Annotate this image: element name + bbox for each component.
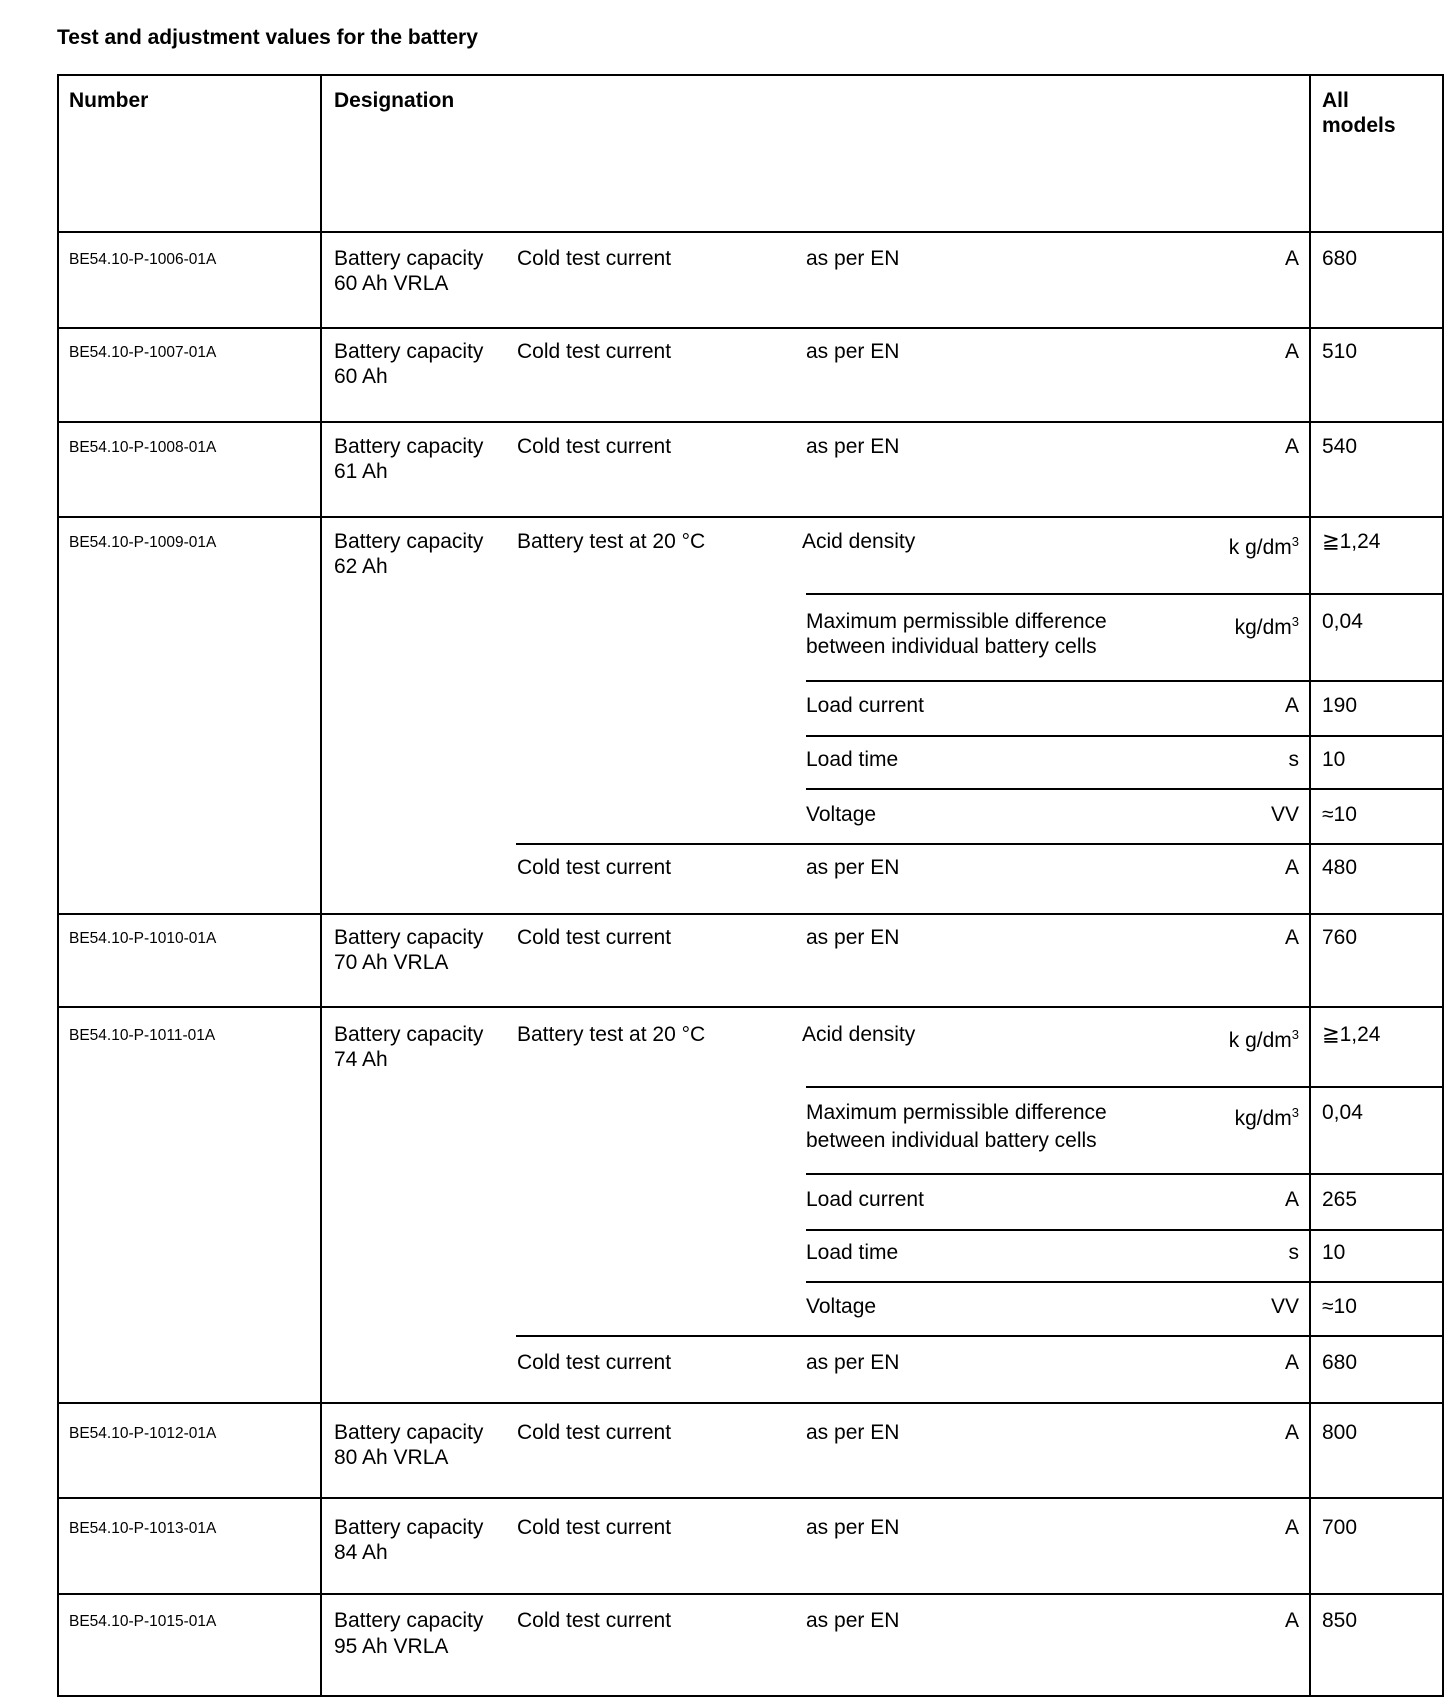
- row-number: BE54.10-P-1013-01A: [69, 1520, 217, 1537]
- test-parameter: Acid density: [802, 1023, 916, 1046]
- unit: A: [1284, 926, 1299, 949]
- value: 700: [1322, 1516, 1358, 1539]
- battery-test-label: Battery test at 20 °C: [517, 530, 706, 553]
- test-name: Cold test current: [517, 247, 672, 270]
- test-parameter: as per EN: [806, 1421, 900, 1444]
- test-name: Cold test current: [517, 1609, 672, 1632]
- unit: s: [1288, 1241, 1299, 1264]
- unit: VV: [1270, 803, 1299, 826]
- test-parameter: Load time: [806, 748, 899, 771]
- test-name: Cold test current: [517, 435, 672, 458]
- sub-row-divider: [806, 680, 1442, 682]
- row-divider: [59, 1006, 1442, 1008]
- battery-capacity-label: Battery capacity: [334, 1516, 484, 1539]
- value: 510: [1322, 340, 1358, 363]
- unit: A: [1284, 340, 1299, 363]
- test-parameter: as per EN: [806, 247, 900, 270]
- test-parameter: Load time: [806, 1241, 899, 1264]
- value: 480: [1322, 856, 1358, 879]
- battery-capacity-label: Battery capacity: [334, 435, 484, 458]
- battery-capacity-label: Battery capacity: [334, 247, 484, 270]
- unit: s: [1288, 748, 1299, 771]
- battery-capacity-label: Battery capacity: [334, 1609, 484, 1632]
- row-divider: [59, 421, 1442, 423]
- header-designation: Designation: [334, 89, 455, 112]
- header-all-models-line2: models: [1322, 114, 1396, 137]
- test-parameter: Voltage: [806, 803, 877, 826]
- sub-row-divider: [806, 1281, 1442, 1283]
- unit: A: [1284, 1351, 1299, 1374]
- test-parameter: as per EN: [806, 1609, 900, 1632]
- test-parameter: as per EN: [806, 435, 900, 458]
- value: 800: [1322, 1421, 1358, 1444]
- row-divider: [59, 327, 1442, 329]
- unit: A: [1284, 1188, 1299, 1211]
- value: 190: [1322, 694, 1358, 717]
- battery-capacity-value: 80 Ah VRLA: [334, 1446, 449, 1469]
- unit: A: [1284, 1609, 1299, 1632]
- unit: VV: [1270, 1295, 1299, 1318]
- battery-capacity-value: 84 Ah: [334, 1541, 388, 1564]
- row-number: BE54.10-P-1012-01A: [69, 1425, 217, 1442]
- value: 760: [1322, 926, 1358, 949]
- test-name: Cold test current: [517, 926, 672, 949]
- row-number: BE54.10-P-1007-01A: [69, 344, 217, 361]
- test-parameter: Voltage: [806, 1295, 877, 1318]
- test-parameter: as per EN: [806, 340, 900, 363]
- sub-row-divider: [806, 1229, 1442, 1231]
- battery-test-label: Battery test at 20 °C: [517, 1023, 706, 1046]
- row-divider: [59, 516, 1442, 518]
- battery-capacity-label: Battery capacity: [334, 926, 484, 949]
- row-number: BE54.10-P-1006-01A: [69, 251, 217, 268]
- test-name: Cold test current: [517, 1516, 672, 1539]
- value: ≈10: [1322, 1295, 1357, 1318]
- value: 0,04: [1322, 610, 1363, 633]
- unit: A: [1284, 694, 1299, 717]
- unit: k $g/dm^3$: [1228, 1027, 1299, 1052]
- value: 265: [1322, 1188, 1358, 1211]
- row-number: BE54.10-P-1009-01A: [69, 534, 217, 551]
- sub-row-divider: [806, 788, 1442, 790]
- test-parameter: as per EN: [806, 926, 900, 949]
- battery-capacity-value: 60 Ah: [334, 365, 388, 388]
- unit: $kg/dm^3$: [1234, 1105, 1299, 1130]
- test-parameter-line2: between individual battery cells: [806, 1129, 1097, 1152]
- battery-capacity-value: 74 Ah: [334, 1048, 388, 1071]
- test-parameter: as per EN: [806, 1351, 900, 1374]
- value: 680: [1322, 1351, 1358, 1374]
- sub-row-divider: [806, 1086, 1442, 1088]
- unit: A: [1284, 856, 1299, 879]
- unit: A: [1284, 1421, 1299, 1444]
- battery-capacity-label: Battery capacity: [334, 1023, 484, 1046]
- unit: $kg/dm^3$: [1234, 614, 1299, 639]
- row-divider: [59, 231, 1442, 233]
- test-parameter: Acid density: [802, 530, 916, 553]
- battery-capacity-value: 70 Ah VRLA: [334, 951, 449, 974]
- test-name: Cold test current: [517, 1421, 672, 1444]
- test-parameter: as per EN: [806, 856, 900, 879]
- row-number: BE54.10-P-1011-01A: [69, 1027, 216, 1044]
- test-parameter: Load current: [806, 694, 924, 717]
- sub-row-divider: [516, 843, 1442, 845]
- test-name: Cold test current: [517, 340, 672, 363]
- value: ≧1,24: [1322, 1023, 1381, 1046]
- row-number: BE54.10-P-1010-01A: [69, 930, 217, 947]
- unit: k $g/dm^3$: [1228, 534, 1299, 559]
- battery-capacity-value: 95 Ah VRLA: [334, 1635, 449, 1658]
- sub-row-divider: [806, 735, 1442, 737]
- test-name: Cold test current: [517, 1351, 672, 1374]
- page-title: Test and adjustment values for the battery: [57, 26, 478, 49]
- header-all-models-line1: All: [1322, 89, 1349, 112]
- value: 10: [1322, 748, 1346, 771]
- row-divider: [59, 913, 1442, 915]
- header-number: Number: [69, 89, 149, 112]
- column-divider: [320, 76, 322, 1695]
- row-divider: [59, 1497, 1442, 1499]
- battery-capacity-label: Battery capacity: [334, 530, 484, 553]
- test-name: Cold test current: [517, 856, 672, 879]
- sub-row-divider: [516, 1335, 1442, 1337]
- battery-capacity-value: 61 Ah: [334, 460, 388, 483]
- battery-capacity-label: Battery capacity: [334, 1421, 484, 1444]
- sub-row-divider: [806, 593, 1442, 595]
- value: 10: [1322, 1241, 1346, 1264]
- unit: A: [1284, 1516, 1299, 1539]
- battery-capacity-value: 62 Ah: [334, 555, 388, 578]
- value: 680: [1322, 247, 1358, 270]
- value: 850: [1322, 1609, 1358, 1632]
- row-number: BE54.10-P-1015-01A: [69, 1613, 217, 1630]
- row-number: BE54.10-P-1008-01A: [69, 439, 217, 456]
- test-parameter: as per EN: [806, 1516, 900, 1539]
- value: ≈10: [1322, 803, 1357, 826]
- battery-values-table: [57, 74, 1444, 1697]
- test-parameter: Load current: [806, 1188, 924, 1211]
- battery-capacity-label: Battery capacity: [334, 340, 484, 363]
- test-parameter-line2: between individual battery cells: [806, 635, 1097, 658]
- unit: A: [1284, 247, 1299, 270]
- value: ≧1,24: [1322, 530, 1381, 553]
- column-divider: [1309, 76, 1311, 1695]
- battery-capacity-value: 60 Ah VRLA: [334, 272, 449, 295]
- test-parameter: Maximum permissible difference: [806, 1101, 1107, 1124]
- row-divider: [59, 1593, 1442, 1595]
- sub-row-divider: [806, 1173, 1442, 1175]
- row-divider: [59, 1402, 1442, 1404]
- unit: A: [1284, 435, 1299, 458]
- value: 0,04: [1322, 1101, 1363, 1124]
- test-parameter: Maximum permissible difference: [806, 610, 1107, 633]
- value: 540: [1322, 435, 1358, 458]
